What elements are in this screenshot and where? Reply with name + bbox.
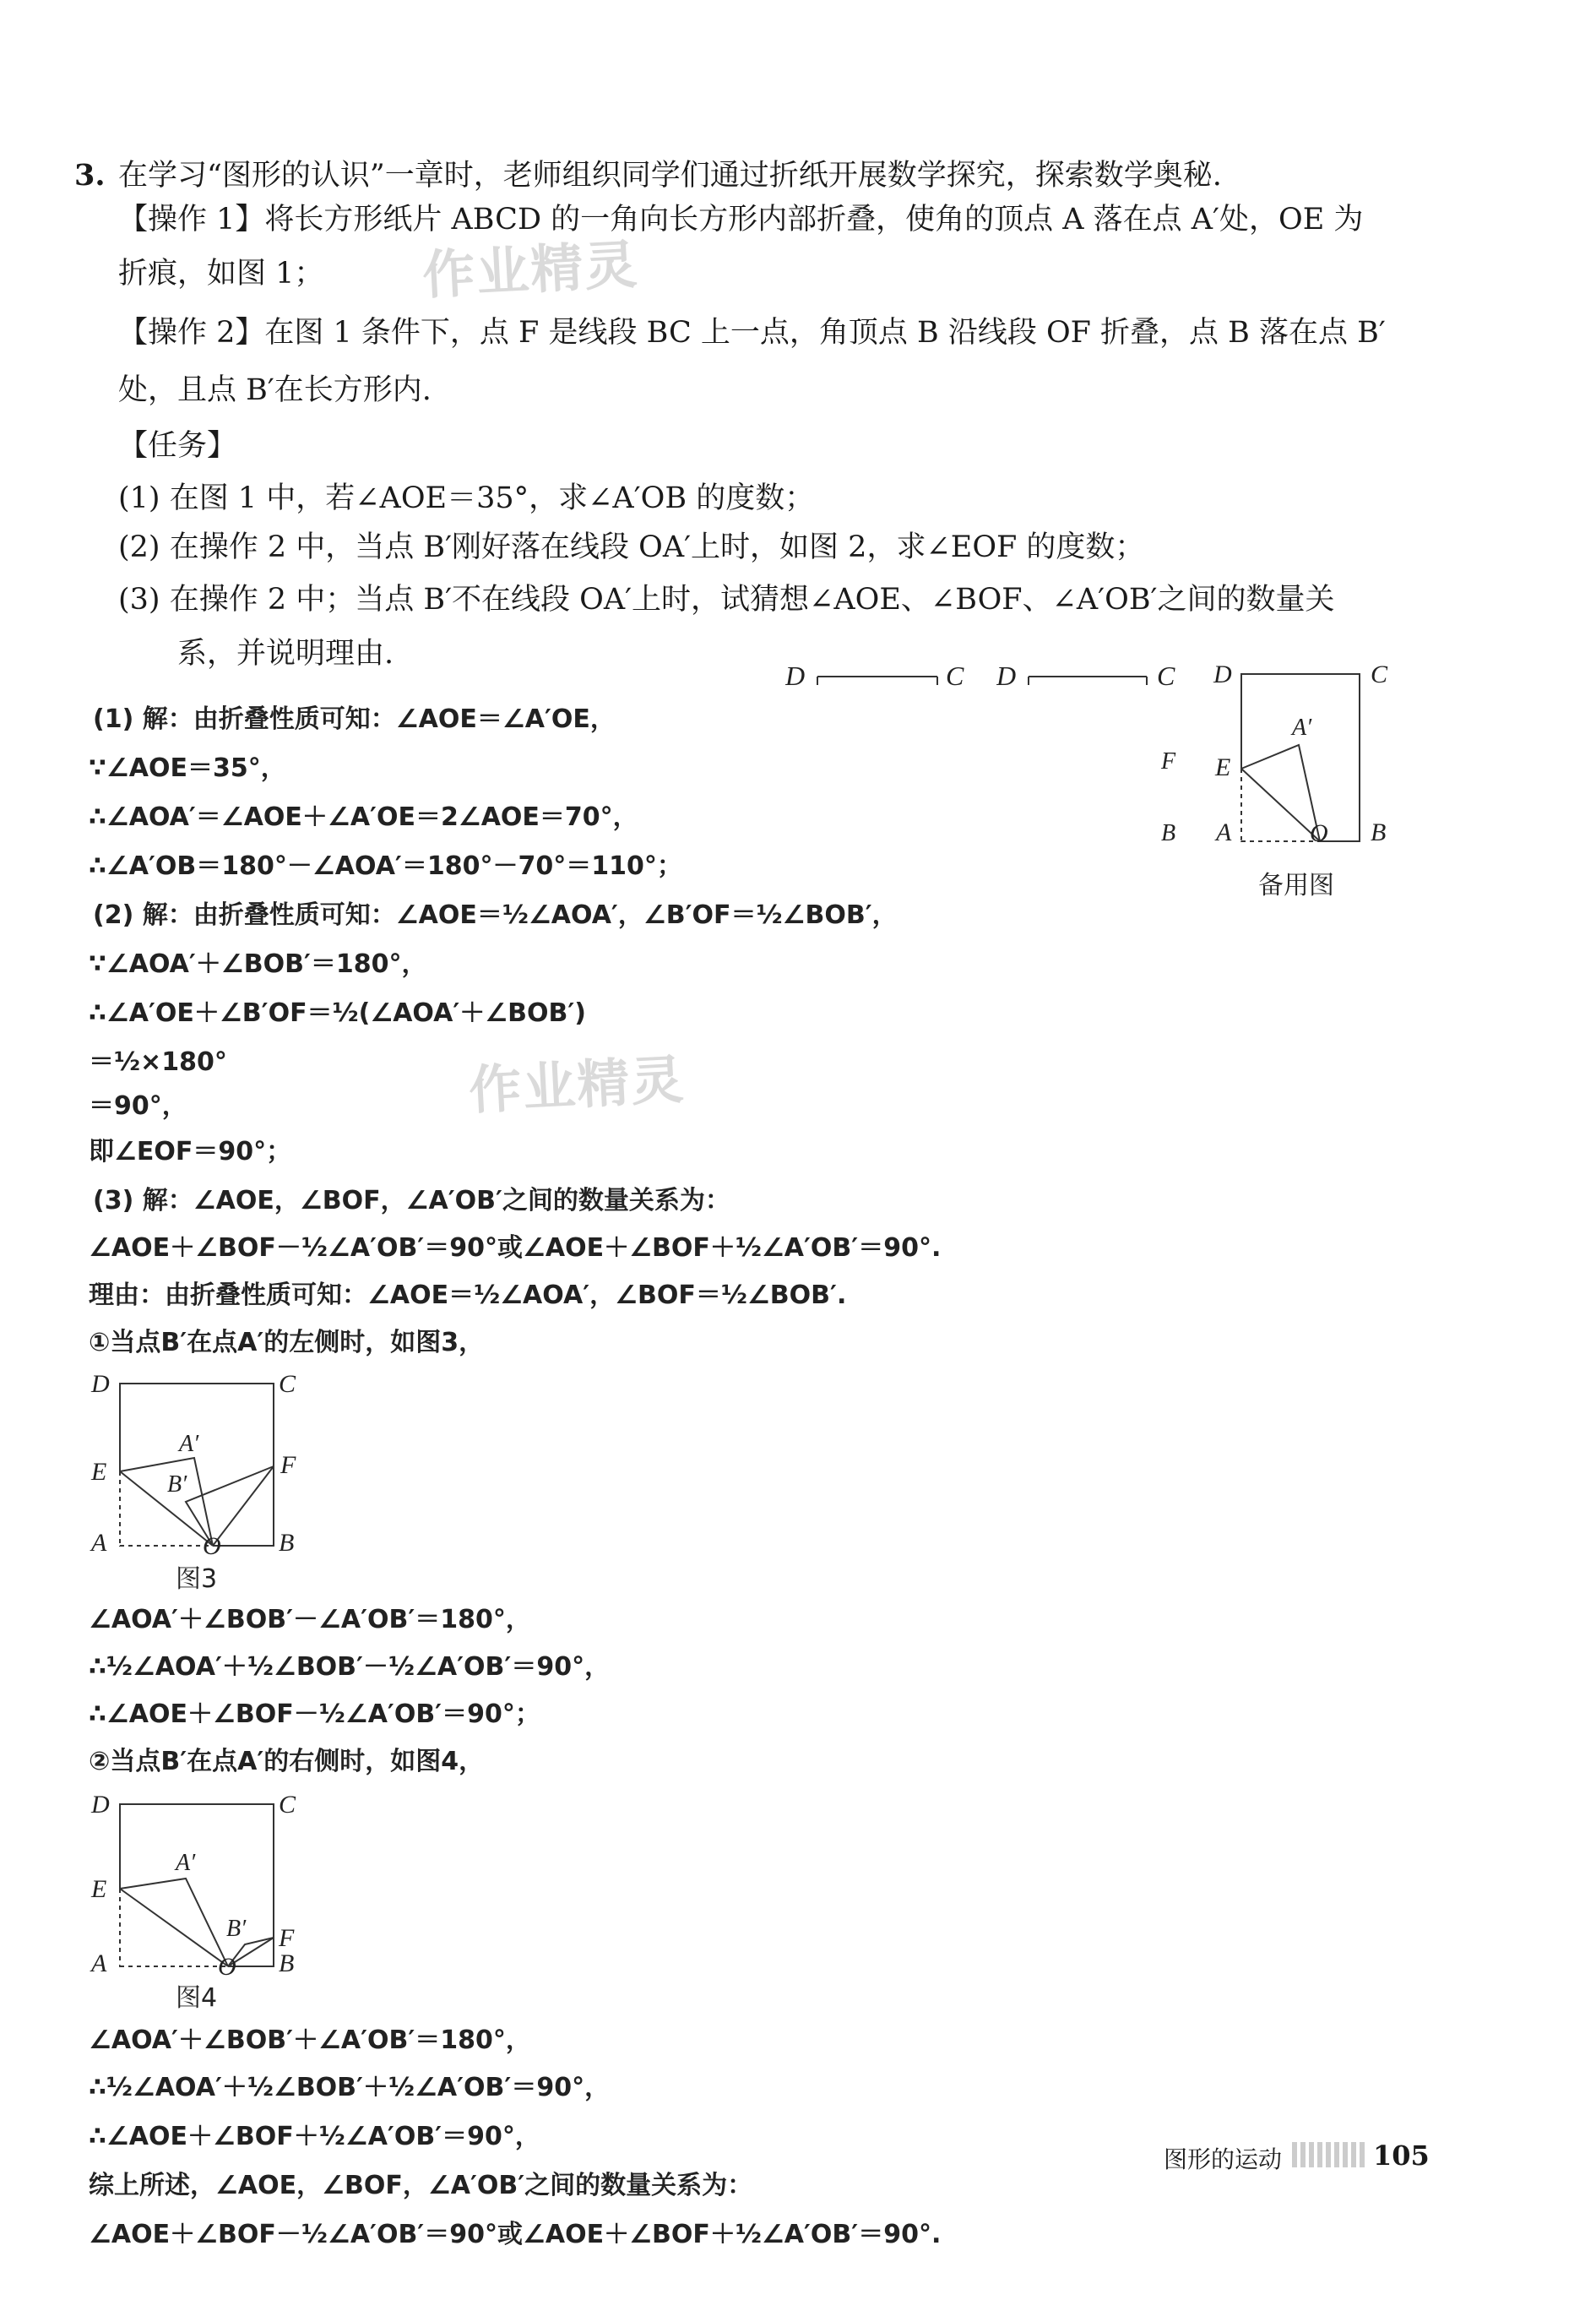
fig4-label-a: A xyxy=(91,1949,107,1976)
solution-line-1: (1) 解：由折叠性质可知：∠AOE＝∠A′OE， xyxy=(93,704,616,734)
fig3-label-e: E xyxy=(91,1458,107,1486)
solution-line-15: ∠AOA′＋∠BOB′－∠A′OB′＝180°， xyxy=(89,1605,531,1634)
fig3-label-a-prime: A′ xyxy=(179,1431,199,1457)
solution-line-19: ∠AOA′＋∠BOB′＋∠A′OB′＝180°， xyxy=(89,2025,531,2055)
question-line-1: 在学习“图形的认识”一章时，老师组织同学们通过折纸开展数学探究，探索数学奥秘. xyxy=(118,159,1222,193)
solution-line-18: ②当点B′在点A′的右侧时，如图4， xyxy=(89,1747,485,1776)
fig4-label-e: E xyxy=(91,1875,107,1903)
fig3-label-b: B xyxy=(279,1529,295,1557)
solution-line-13: 理由：由折叠性质可知：∠AOE＝½∠AOA′，∠BOF＝½∠BOB′. xyxy=(89,1280,847,1310)
fig2-label-c: C xyxy=(1157,661,1175,691)
solution-line-22: 综上所述，∠AOE，∠BOF，∠A′OB′之间的数量关系为： xyxy=(89,2171,753,2200)
solution-line-12: ∠AOE＋∠BOF－½∠A′OB′＝90°或∠AOE＋∠BOF＋½∠A′OB′＝90°. xyxy=(89,1233,942,1263)
figure-3-caption: 图3 xyxy=(176,1564,218,1594)
spare-label-c: C xyxy=(1371,661,1388,688)
solution-line-8: ＝½×180° xyxy=(89,1047,227,1077)
fig4-label-b-prime: B′ xyxy=(226,1916,247,1942)
watermark-top: 作业精灵 xyxy=(421,233,641,307)
solution-line-2: ∵∠AOE＝35°， xyxy=(89,753,286,783)
fig3-label-d: D xyxy=(91,1370,110,1398)
fig3-label-c: C xyxy=(279,1370,296,1398)
spare-figure xyxy=(1153,650,1406,857)
figure-3 xyxy=(84,1367,329,1557)
watermark-middle: 作业精灵 xyxy=(467,1048,687,1122)
spare-label-f: F xyxy=(1161,748,1176,775)
spare-label-b-left: B xyxy=(1161,820,1176,846)
fig4-label-c: C xyxy=(279,1791,296,1819)
question-line-4: 【操作 2】在图 1 条件下，点 F 是线段 BC 上一点，角顶点 B 沿线段 OF 折叠，点 B 落在点 B′ xyxy=(118,316,1386,350)
solution-line-14: ①当点B′在点A′的左侧时，如图3， xyxy=(89,1328,485,1357)
solution-line-21: ∴∠AOE＋∠BOF＋½∠A′OB′＝90°， xyxy=(89,2122,540,2151)
question-line-9: (3) 在操作 2 中；当点 B′不在线段 OA′上时，试猜想∠AOE、∠BOF、∠A′OB′之间的数量关 xyxy=(118,583,1335,617)
spare-figure-caption: 备用图 xyxy=(1258,871,1334,900)
question-line-10: 系，并说明理由. xyxy=(177,637,394,671)
question-line-2: 【操作 1】将长方形纸片 ABCD 的一角向长方形内部折叠，使角的顶点 A 落在点 A′处，OE 为 xyxy=(118,203,1364,237)
fig4-label-d: D xyxy=(91,1791,110,1819)
solution-line-17: ∴∠AOE＋∠BOF－½∠A′OB′＝90°； xyxy=(89,1699,540,1729)
figure-1 xyxy=(785,655,980,705)
question-line-7: (1) 在图 1 中，若∠AOE＝35°，求∠A′OB 的度数； xyxy=(118,481,815,515)
figure-4 xyxy=(84,1786,329,1976)
solution-line-5: (2) 解：由折叠性质可知：∠AOE＝½∠AOA′，∠B′OF＝½∠BOB′， xyxy=(93,900,898,930)
fig4-label-a-prime: A′ xyxy=(176,1850,196,1876)
fig2-label-d: D xyxy=(996,661,1017,691)
spare-label-a: A xyxy=(1216,818,1232,846)
question-number: 3. xyxy=(74,158,106,193)
spare-label-d: D xyxy=(1213,661,1232,688)
fig1-label-c: C xyxy=(946,661,964,691)
solution-line-3: ∴∠AOA′＝∠AOE＋∠A′OE＝2∠AOE＝70°， xyxy=(89,802,638,832)
fig4-label-o: O xyxy=(218,1953,236,1976)
fig3-label-b-prime: B′ xyxy=(167,1471,187,1498)
fig4-label-b: B xyxy=(279,1949,295,1976)
solution-line-23: ∠AOE＋∠BOF－½∠A′OB′＝90°或∠AOE＋∠BOF＋½∠A′OB′＝90°. xyxy=(89,2220,942,2249)
fig1-label-d: D xyxy=(785,661,806,691)
solution-line-6: ∵∠AOA′＋∠BOB′＝180°， xyxy=(89,949,427,979)
figure-4-caption: 图4 xyxy=(176,1983,218,2013)
spare-label-a-prime: A′ xyxy=(1292,715,1312,741)
footer-decoration xyxy=(1292,2142,1368,2167)
question-line-5: 处，且点 B′在长方形内. xyxy=(118,373,432,407)
spare-label-o: O xyxy=(1310,819,1328,847)
fig4-label-f: F xyxy=(279,1924,295,1952)
question-line-8: (2) 在操作 2 中，当点 B′刚好落在线段 OA′上时，如图 2，求∠EOF 的度数； xyxy=(118,530,1145,564)
fig3-label-f: F xyxy=(280,1451,296,1479)
solution-line-4: ∴∠A′OB＝180°－∠AOA′＝180°－70°＝110°； xyxy=(89,851,682,881)
fig3-label-o: O xyxy=(203,1532,221,1557)
fig3-label-a: A xyxy=(91,1529,107,1557)
spare-label-b: B xyxy=(1371,818,1387,846)
footer-section-title: 图形的运动 xyxy=(1164,2145,1283,2173)
solution-line-16: ∴½∠AOA′＋½∠BOB′－½∠A′OB′＝90°， xyxy=(89,1652,611,1682)
solution-line-11: (3) 解：∠AOE，∠BOF，∠A′OB′之间的数量关系为： xyxy=(93,1186,730,1215)
solution-line-9: ＝90°， xyxy=(89,1091,187,1121)
page-number: 105 xyxy=(1373,2140,1430,2172)
solution-line-7: ∴∠A′OE＋∠B′OF＝½(∠AOA′＋∠BOB′) xyxy=(89,998,587,1028)
question-line-6: 【任务】 xyxy=(118,429,237,463)
question-line-3: 折痕，如图 1； xyxy=(118,257,324,291)
solution-line-10: 即∠EOF＝90°； xyxy=(89,1137,292,1166)
spare-label-e: E xyxy=(1215,753,1231,781)
solution-line-20: ∴½∠AOA′＋½∠BOB′＋½∠A′OB′＝90°， xyxy=(89,2073,611,2102)
